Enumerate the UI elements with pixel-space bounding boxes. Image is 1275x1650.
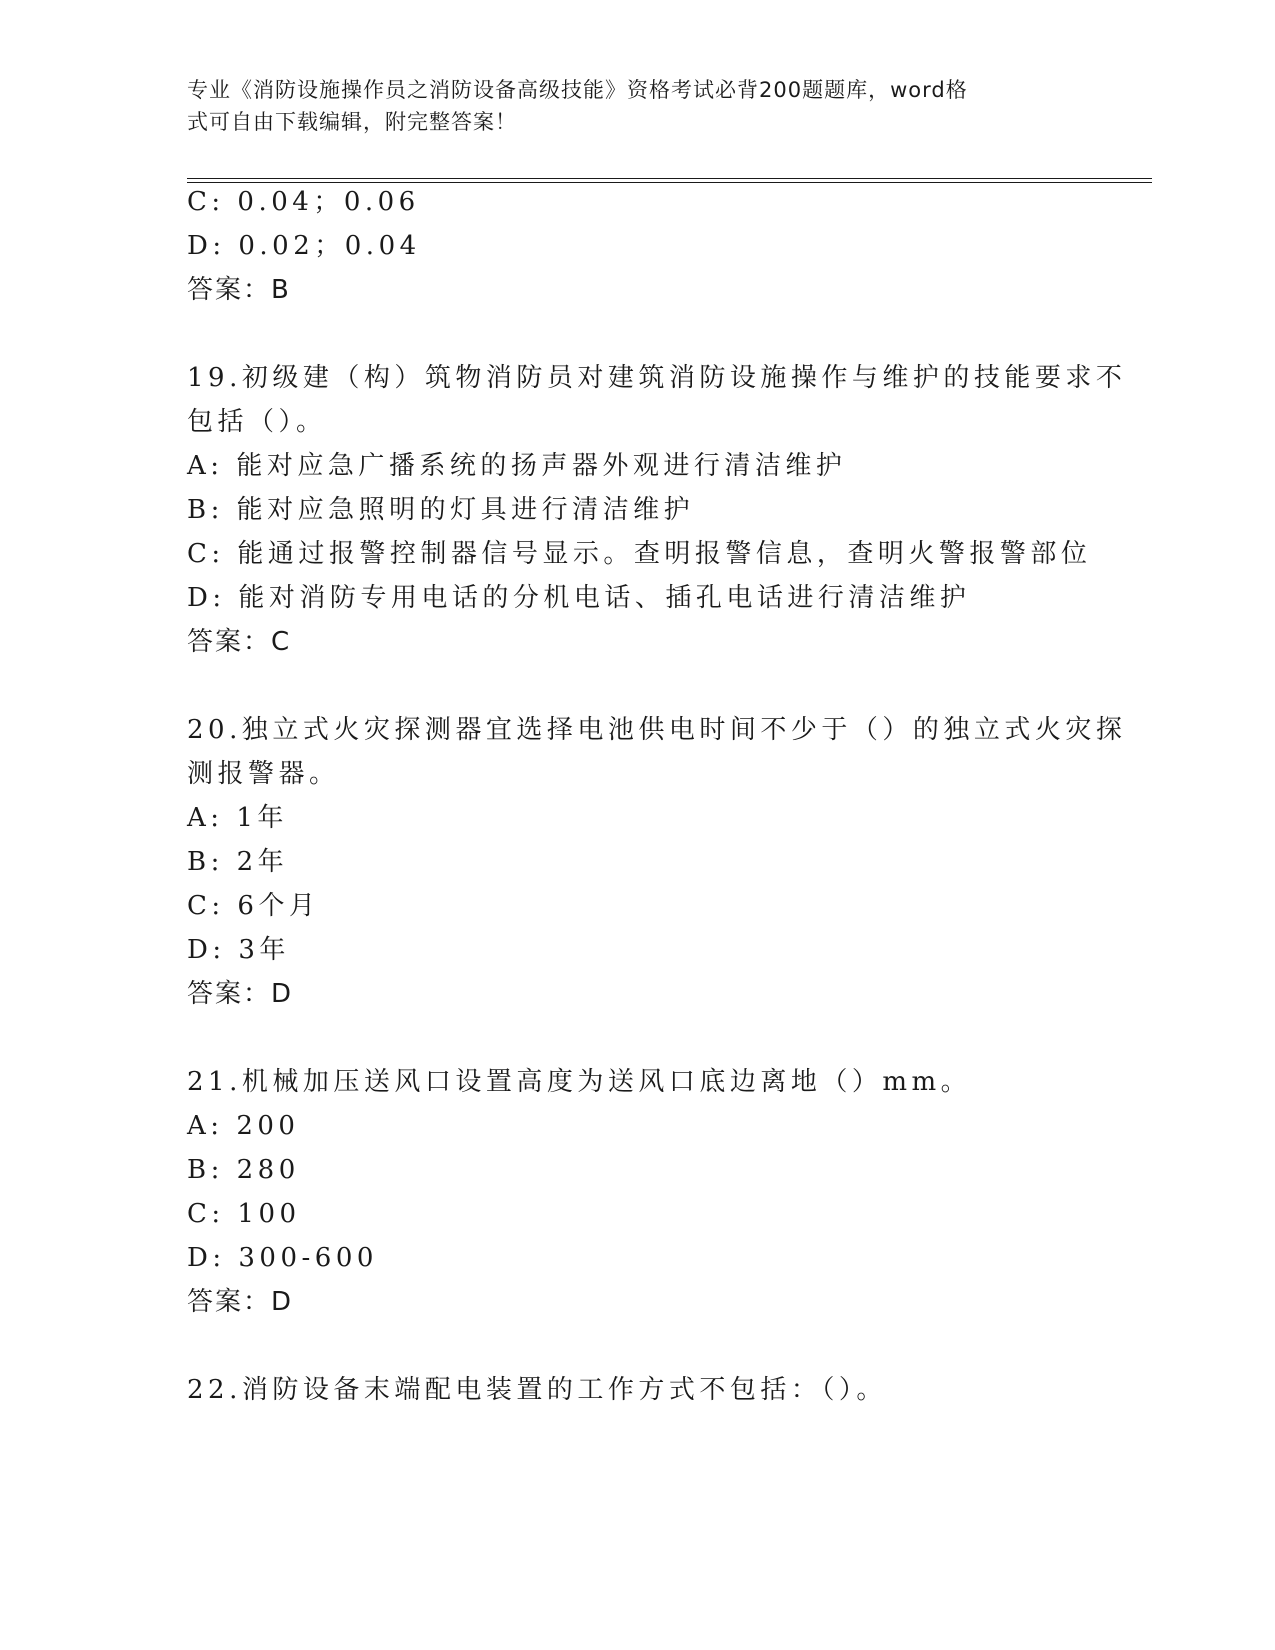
option-text: 0.04；0.06 xyxy=(237,187,420,217)
option-text: 0.02；0.04 xyxy=(238,231,421,261)
option-text: 200 xyxy=(236,1111,300,1141)
option-line xyxy=(187,538,1091,570)
option-line xyxy=(187,802,288,834)
option-line xyxy=(187,494,694,526)
option-label: A: xyxy=(187,1111,224,1141)
option-line xyxy=(187,582,970,614)
option-label: A: xyxy=(187,803,224,833)
option-text: 6个月 xyxy=(237,891,320,921)
question-stem: 19.初级建（构）筑物消防员对建筑消防设施操作与维护的技能要求不 xyxy=(187,363,1127,393)
option-text: 300-600 xyxy=(238,1243,378,1273)
option-line xyxy=(187,1154,300,1186)
option-line xyxy=(187,934,290,966)
option-label: B: xyxy=(187,495,224,525)
question-stem: 21.机械加压送风口设置高度为送风口底边离地（）mm。 xyxy=(187,1067,972,1097)
option-line xyxy=(187,890,319,922)
header-divider xyxy=(187,178,1152,183)
option-text: 100 xyxy=(237,1199,301,1229)
option-label: C: xyxy=(187,539,225,569)
answer-line: 答案：B xyxy=(187,275,291,305)
option-label: A: xyxy=(187,451,224,481)
option-line xyxy=(187,186,420,218)
option-line xyxy=(187,1198,301,1230)
option-line xyxy=(187,846,288,878)
option-line xyxy=(187,1110,299,1142)
answer-line: 答案：D xyxy=(187,1287,294,1317)
answer-line: 答案：D xyxy=(187,979,294,1009)
option-text: 能对消防专用电话的分机电话、插孔电话进行清洁维护 xyxy=(238,583,971,613)
question-stem: 20.独立式火灾探测器宜选择电池供电时间不少于（）的独立式火灾探 xyxy=(187,715,1127,745)
option-label: C: xyxy=(187,187,225,217)
option-line xyxy=(187,230,421,262)
option-text: 能对应急广播系统的扬声器外观进行清洁维护 xyxy=(236,451,847,481)
option-line xyxy=(187,450,846,482)
option-text: 3年 xyxy=(238,935,290,965)
option-text: 2年 xyxy=(236,847,289,877)
question-stem: 测报警器。 xyxy=(187,759,340,789)
option-text: 能对应急照明的灯具进行清洁维护 xyxy=(236,495,695,525)
option-label: D: xyxy=(187,231,226,261)
option-label: C: xyxy=(187,1199,225,1229)
option-label: B: xyxy=(187,847,224,877)
option-label: D: xyxy=(187,583,226,613)
option-label: D: xyxy=(187,935,226,965)
option-label: D: xyxy=(187,1243,226,1273)
option-line xyxy=(187,1242,378,1274)
document-header: 专业《消防设施操作员之消防设备高级技能》资格考试必背200题题库，word格 式可自由下载编辑，附完整答案！ xyxy=(187,78,968,134)
option-label: B: xyxy=(187,1155,224,1185)
answer-line: 答案：C xyxy=(187,627,292,657)
option-text: 能通过报警控制器信号显示。查明报警信息，查明火警报警部位 xyxy=(237,539,1092,569)
option-text: 1年 xyxy=(236,803,288,833)
question-stem: 22.消防设备末端配电装置的工作方式不包括：（）。 xyxy=(187,1375,887,1405)
option-label: C: xyxy=(187,891,225,921)
question-stem: 包括（）。 xyxy=(187,407,327,437)
option-text: 280 xyxy=(236,1155,300,1185)
